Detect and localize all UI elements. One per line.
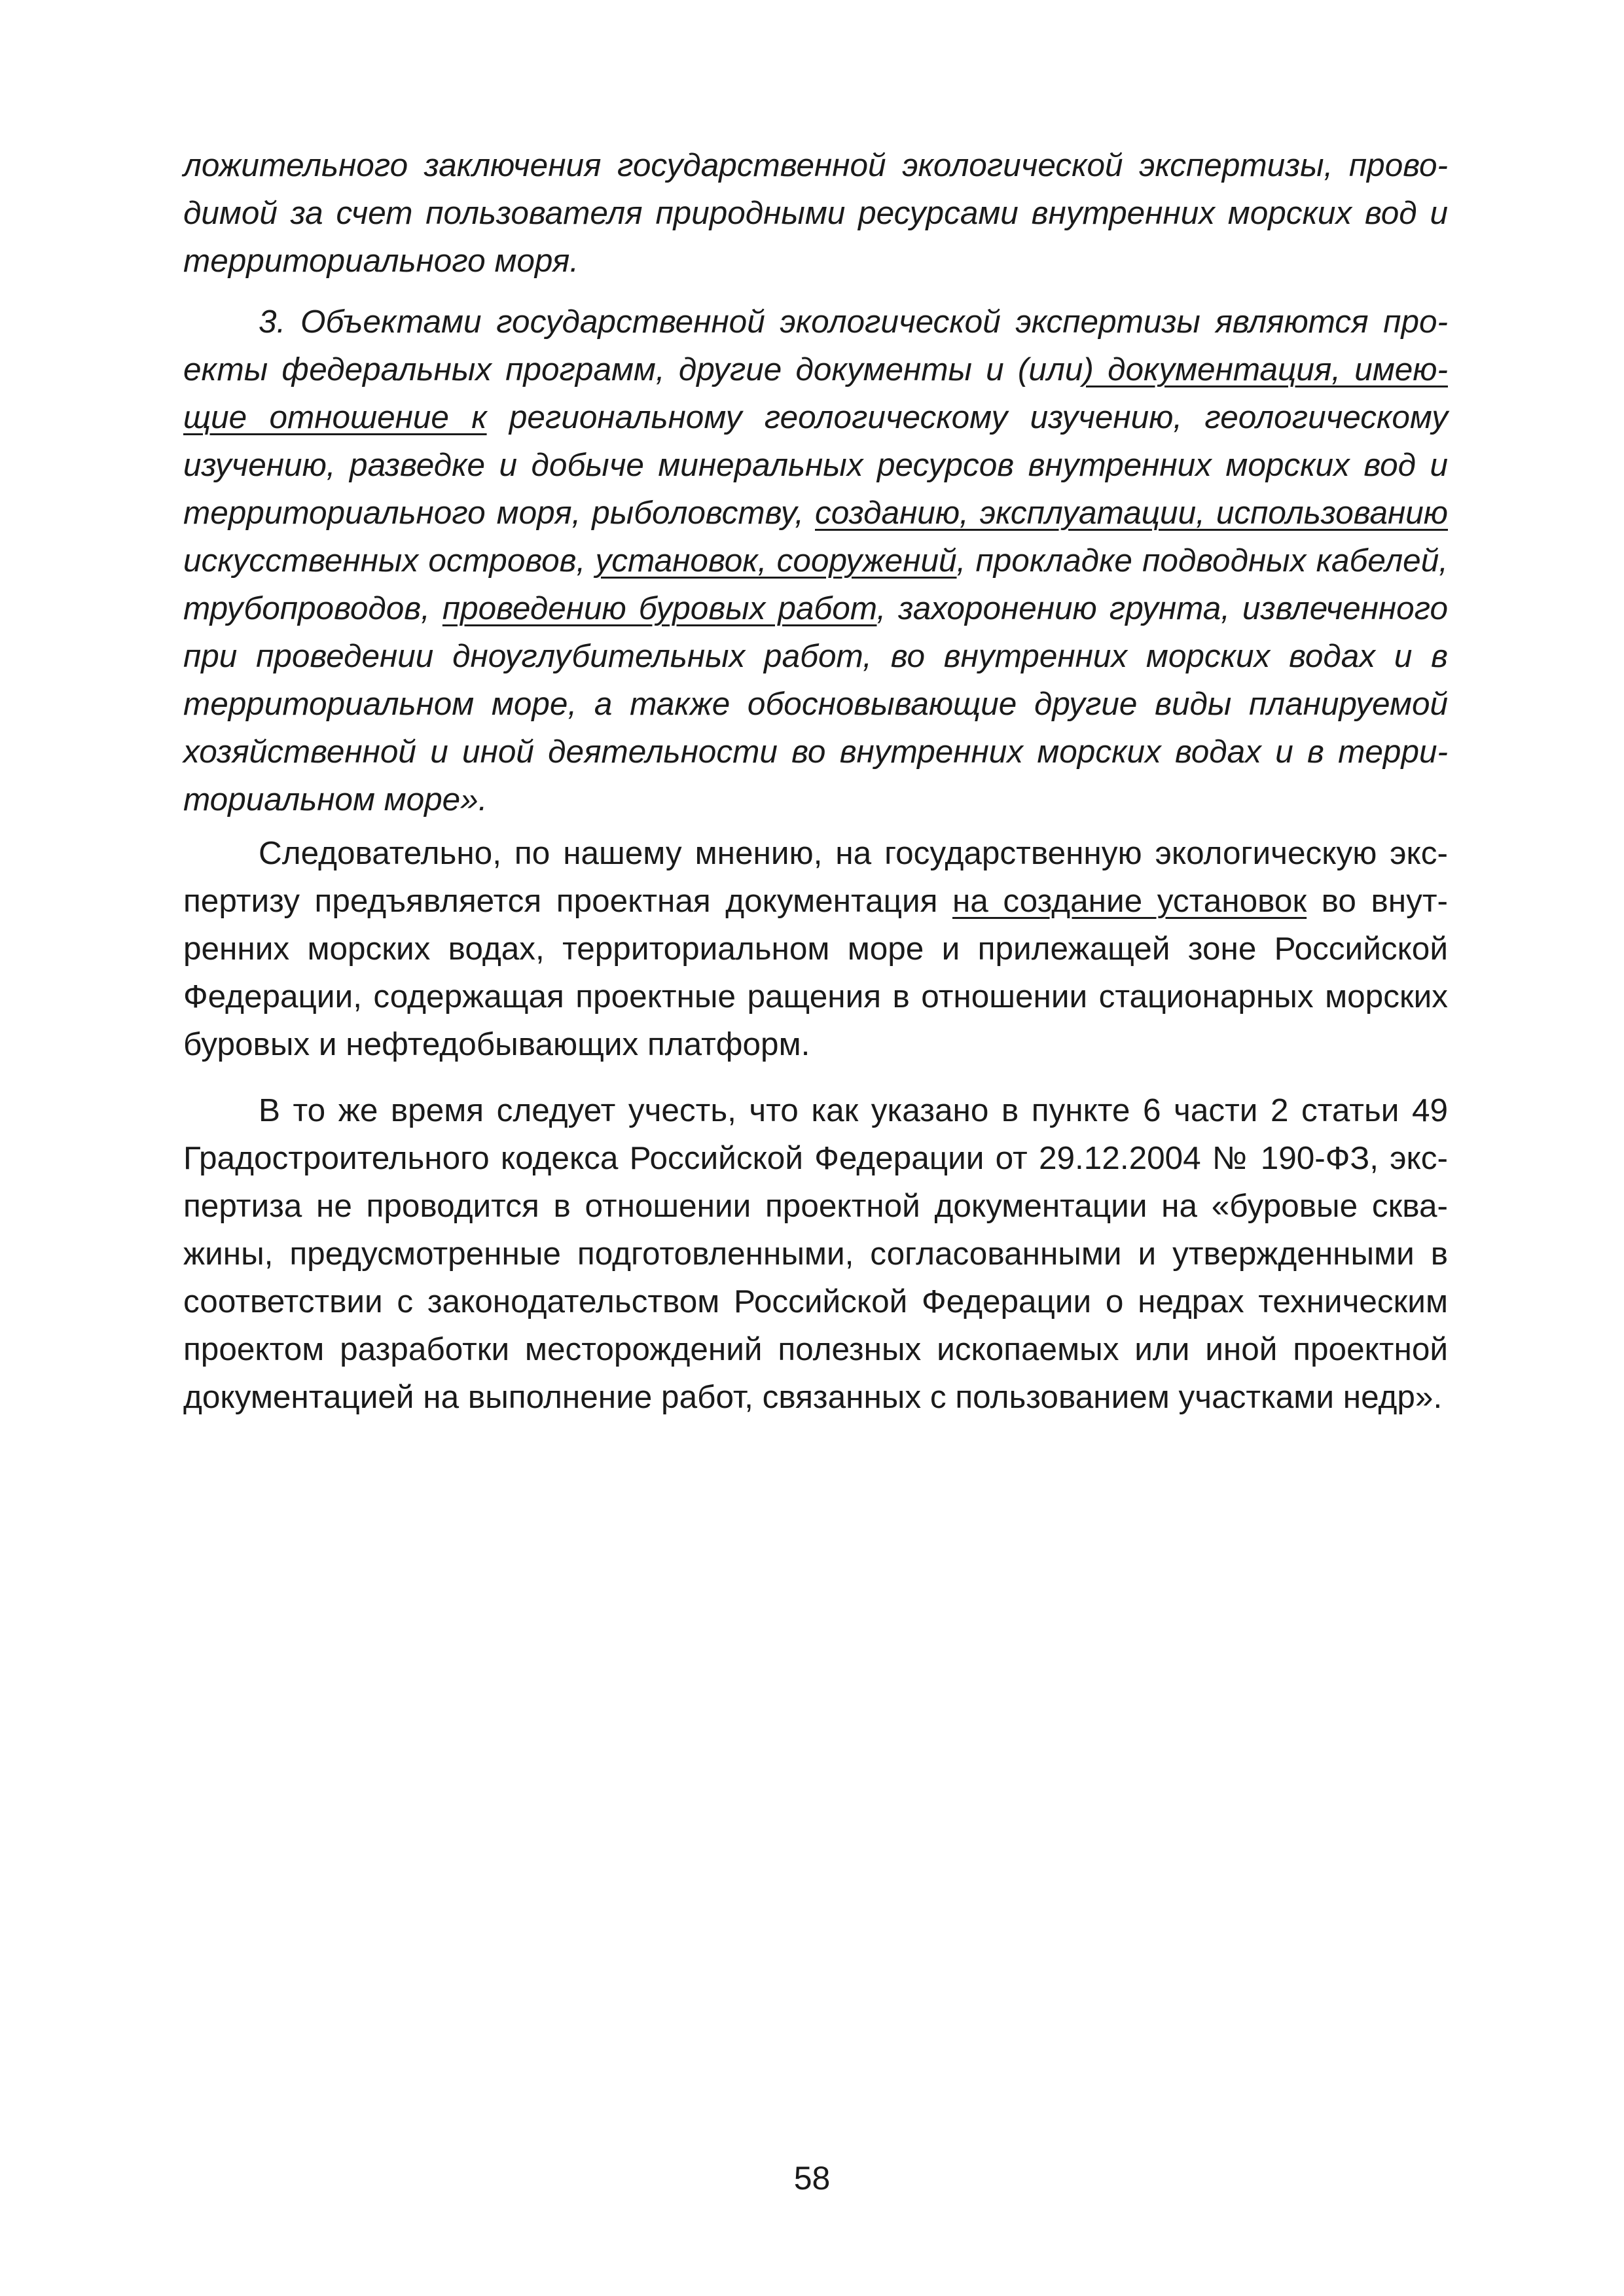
page-number: 58: [793, 2160, 831, 2197]
paragraph-text: , захоронению грунта, извлеченного при проведении дноуглубительных работ, во внутренних морских водах и в территориальном море, а также обосновывающие другие виды планируемой хозяйственной и иной деятельности во внутренних морских водах и в территориальном море».: [183, 590, 1448, 817]
paragraph-item-3: [183, 298, 1448, 823]
paragraph-text: ложительного заключения государственной экологической экспертизы, проводимой за счет пользователя природными ресурсами внутренних морских вод и территориального моря.: [183, 147, 1448, 279]
paragraph-text: искусственных островов,: [183, 543, 596, 579]
paragraph-exception: [183, 1086, 1448, 1421]
paragraph-text: 3. Объектами государственной экологической экспертизы являются проекты федеральных программ, другие документы и (или: [183, 304, 1448, 387]
underlined-text: на создание установок: [952, 883, 1307, 919]
underlined-text: ) документация, имеющие отношение к: [183, 351, 1448, 435]
paragraph-text: во внутренних морских водах, территориальном море и прилежащей зоне Российской Федерации, содержащая проектные ращения в отношении стационарных морских буровых и нефтедобывающих платформ.: [183, 883, 1448, 1062]
underlined-text: проведению буровых работ: [442, 590, 877, 626]
paragraph-text: В то же время следует учесть, что как указано в пункте 6 части 2 статьи 49 Градостроительного кодекса Российской Федерации от 29.12.2004 № 190-ФЗ, экспертиза не проводится в отношении проектной документации на «буровые скважины, предусмотренные подготовленными, согласованными и утвержденными в соответствии с законодательством Российской Федерации о недрах техническим проектом разработки месторождений полезных ископаемых или иной проектной документацией на выполнение работ, связанных с пользованием участками недр».: [183, 1092, 1448, 1415]
paragraph-text: , прокладке подводных кабелей, трубопроводов,: [183, 543, 1448, 626]
underlined-text: установок, сооружений: [595, 543, 957, 579]
paragraph-continuation: [183, 141, 1448, 285]
paragraph-text: Следовательно, по нашему мнению, на государственную экологическую экспертизу предъявляется проектная документация: [183, 835, 1448, 919]
paragraph-text: региональному геологическому изучению, геологическому изучению, разведке и добыче минеральных ресурсов внутренних морских вод и территориального моря, рыболовству,: [183, 399, 1448, 531]
underlined-text: созданию, эксплуатации, использованию: [815, 495, 1448, 531]
paragraph-conclusion: [183, 829, 1448, 1068]
